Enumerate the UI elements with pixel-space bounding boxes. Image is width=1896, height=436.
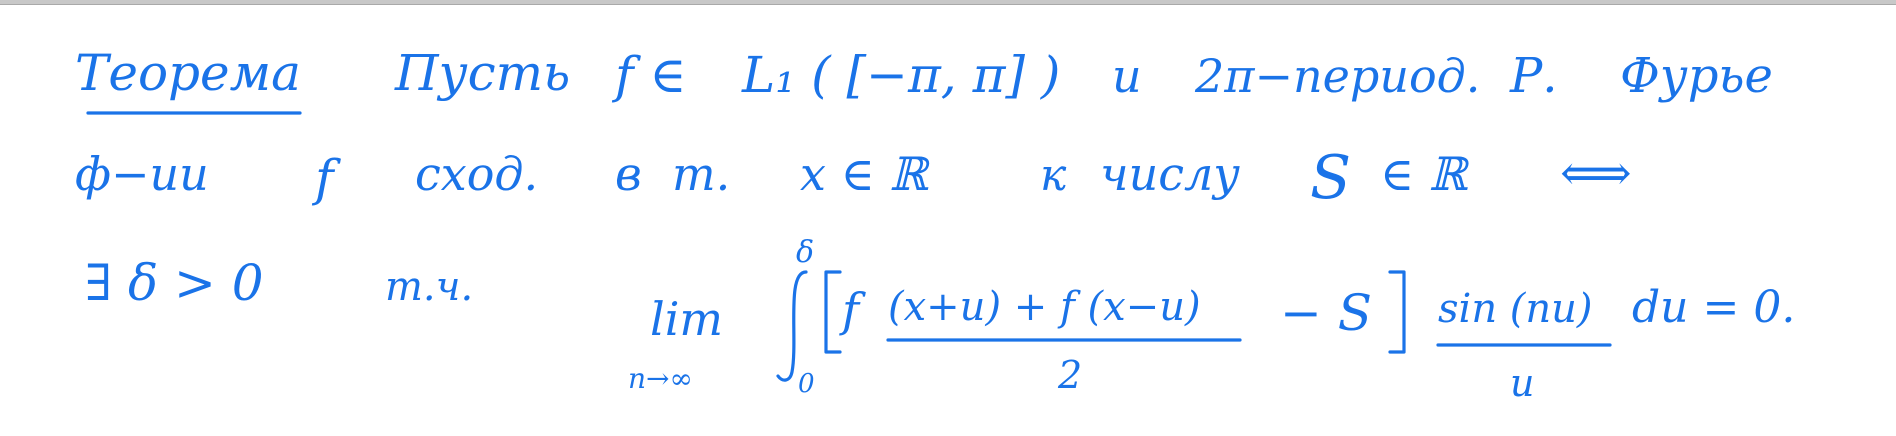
word-at: в (615, 147, 642, 201)
integral-upper: δ (796, 235, 815, 270)
symbol-f: f (315, 149, 334, 207)
s-in-r: ∈ ℝ (1380, 147, 1467, 201)
bracket-f: f (842, 283, 860, 337)
sin-numerator: sin (nu) (1438, 286, 1593, 332)
left-bracket (826, 272, 840, 352)
iff-arrow: ⟺ (1560, 144, 1632, 202)
fraction-numerator: (x+u) + f (x−u) (888, 284, 1201, 330)
limit-subscript: n→∞ (628, 362, 693, 395)
word-fourier: Фурье (1620, 48, 1773, 104)
word-such-that: т.ч. (385, 264, 474, 310)
space-l1: L₁ ( [−π, π] ) (742, 46, 1061, 104)
sin-denominator: u (1510, 361, 1535, 405)
word-point: т. (672, 147, 731, 201)
minus-s: − S (1280, 284, 1373, 342)
word-and: и (1112, 49, 1142, 103)
word-function: ф−ии (75, 147, 209, 201)
du-equals-zero: du = 0. (1632, 282, 1796, 333)
heading-theorem: Теорема (75, 44, 301, 102)
word-periodic: 2π−период. (1195, 49, 1481, 103)
word-let: Пусть (395, 44, 571, 102)
word-to: к (1040, 150, 1067, 201)
word-converges: сход. (415, 147, 539, 201)
symbol-s: S (1310, 143, 1352, 213)
integral-sign (778, 272, 806, 380)
exists-delta: ∃ δ > 0 (85, 254, 264, 312)
abbr-series: Р. (1510, 48, 1558, 104)
right-bracket (1390, 272, 1404, 352)
fraction-denominator: 2 (1058, 353, 1083, 397)
function-membership: f ∈ (615, 46, 687, 104)
limit-symbol: lim (650, 292, 724, 346)
point-x-in-r: x ∈ ℝ (800, 147, 928, 201)
word-number: числу (1100, 147, 1240, 201)
integral-lower: 0 (798, 369, 815, 399)
